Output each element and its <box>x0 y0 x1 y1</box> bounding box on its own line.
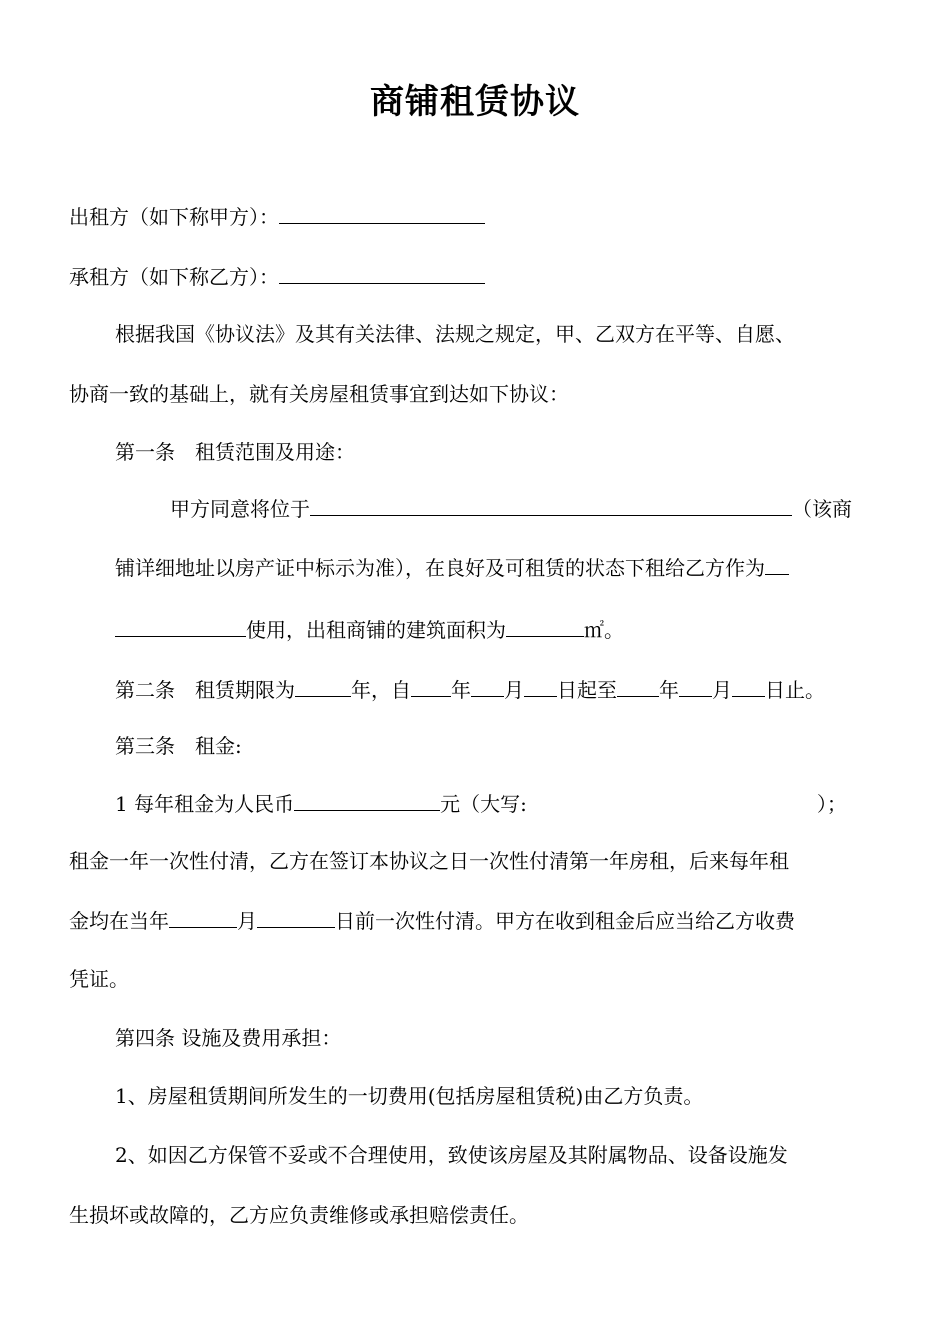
article-4-item-2-line-1: 2、如因乙方保管不妥或不合理使用，致使该房屋及其附属物品、设备设施发 <box>115 1143 788 1167</box>
article-1-line-3 <box>115 614 624 645</box>
document-title: 商铺租赁协议 <box>370 82 580 122</box>
start-month-blank <box>471 674 504 697</box>
intro-line-2: 协商一致的基础上，就有关房屋租赁事宜到达如下协议： <box>69 382 569 406</box>
article-4-heading: 第四条 设施及费用承担： <box>115 1026 342 1050</box>
rent-text-b: 元（大写: <box>440 792 527 816</box>
article-1-text-a: 甲方同意将位于 <box>170 497 310 521</box>
article-2-line <box>115 674 825 705</box>
lessee-blank <box>279 261 485 284</box>
payment-text-c: 日前一次性付清。甲方在收到租金后应当给乙方收费 <box>335 909 795 933</box>
article-2-text-f: 年 <box>659 678 679 702</box>
article-4-item-2-line-2: 生损坏或故障的，乙方应负责维修或承担赔偿责任。 <box>69 1203 529 1227</box>
article-3-heading: 第三条 租金: <box>115 734 242 758</box>
article-2-text-d: 月 <box>504 678 524 702</box>
article-1-text-c: 铺详细地址以房产证中标示为准），在良好及可租赁的状态下租给乙方作为 <box>115 556 765 580</box>
lessee-label: 承租方（如下称乙方）： <box>69 265 279 289</box>
article-1-text-e: ㎡。 <box>584 618 624 642</box>
rent-amount-blank <box>294 788 440 811</box>
address-blank <box>310 493 792 516</box>
article-3-line-4: 凭证。 <box>69 967 129 991</box>
article-3-line-2: 租金一年一次性付清，乙方在签订本协议之日一次性付清第一年房租，后来每年租 <box>69 849 789 873</box>
article-3-line-3 <box>69 905 795 936</box>
article-2-text-c: 年 <box>451 678 471 702</box>
lessor-label: 出租方（如下称甲方）： <box>69 205 279 229</box>
start-day-blank <box>524 674 557 697</box>
payment-text-b: 月 <box>237 909 257 933</box>
lessor-blank <box>279 201 485 224</box>
article-1-heading: 第一条 租赁范围及用途： <box>115 440 355 464</box>
article-1-text-d: 使用，出租商铺的建筑面积为 <box>246 618 506 642</box>
article-1-line-1 <box>170 493 852 524</box>
article-2-text-a: 第二条 租赁期限为 <box>115 678 295 702</box>
payment-text-a: 金均在当年 <box>69 909 169 933</box>
purpose-blank-b <box>115 614 246 637</box>
end-month-blank <box>679 674 712 697</box>
article-2-text-b: 年，自 <box>351 678 411 702</box>
start-year-blank <box>411 674 451 697</box>
article-2-text-e: 日起至 <box>557 678 617 702</box>
article-3-line-1 <box>115 788 847 819</box>
rent-text-c: ）； <box>816 792 847 816</box>
article-4-item-1: 1、房屋租赁期间所发生的一切费用(包括房屋租赁税)由乙方负责。 <box>115 1084 704 1108</box>
rent-text-a: 1 每年租金为人民币 <box>115 792 295 816</box>
intro-line-1: 根据我国《协议法》及其有关法律、法规之规定，甲、乙双方在平等、自愿、 <box>115 322 795 346</box>
end-year-blank <box>617 674 659 697</box>
lessor-line <box>69 201 485 232</box>
payment-day-blank <box>257 905 335 928</box>
end-day-blank <box>732 674 765 697</box>
article-2-text-h: 日止。 <box>765 678 825 702</box>
article-2-text-g: 月 <box>712 678 732 702</box>
article-1-line-2 <box>115 552 789 583</box>
payment-month-blank <box>169 905 237 928</box>
article-1-text-b: （该商 <box>792 497 852 521</box>
purpose-blank-a <box>765 552 789 575</box>
area-blank <box>506 614 584 637</box>
lessee-line <box>69 261 485 292</box>
term-years-blank <box>295 674 351 697</box>
